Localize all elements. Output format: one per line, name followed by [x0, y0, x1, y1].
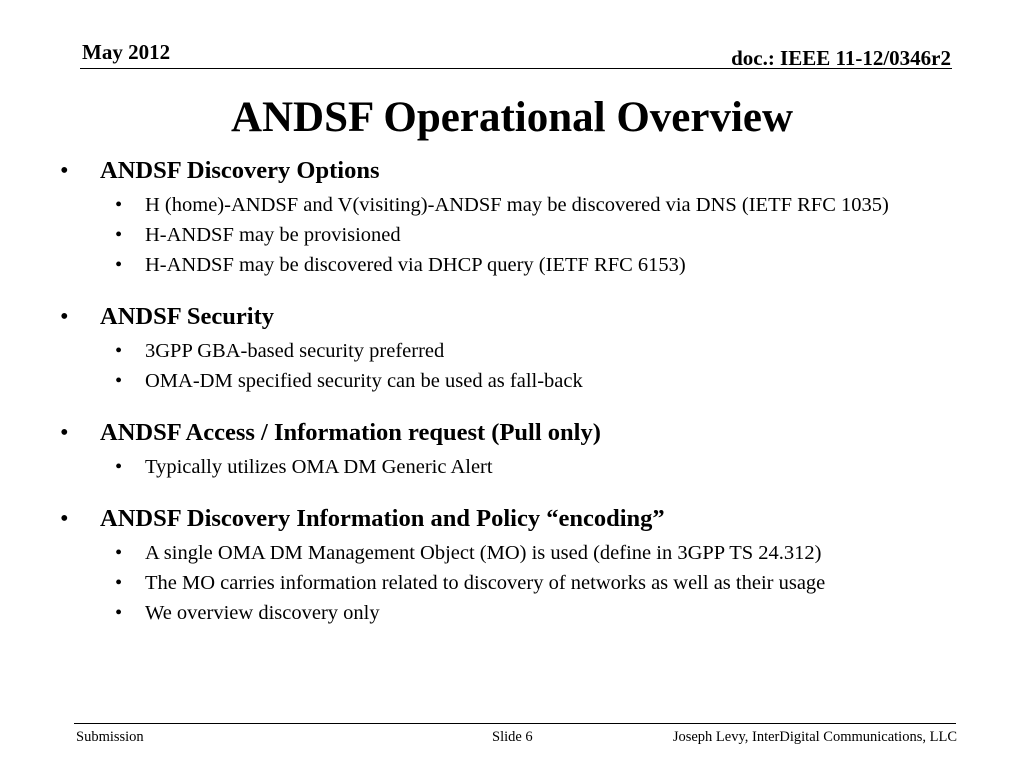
section-heading: [60, 418, 970, 448]
section-heading-text: ANDSF Access / Information request (Pull only): [100, 419, 601, 446]
section-heading: [60, 156, 970, 186]
list-item: [60, 602, 970, 624]
header-divider: [80, 68, 952, 69]
list-item-text: H-ANDSF may be discovered via DHCP query (IETF RFC 6153): [145, 254, 686, 276]
bullet-icon: •: [115, 572, 123, 594]
list-item-text: H (home)-ANDSF and V(visiting)-ANDSF may be discovered via DNS (IETF RFC 1035): [145, 194, 889, 216]
list-item: [60, 340, 970, 362]
footer-author: Joseph Levy, InterDigital Communications, LLC: [672, 729, 957, 745]
slide-body: [60, 156, 970, 624]
list-item: [60, 456, 970, 478]
list-item: [60, 224, 970, 246]
section-spacer: [60, 392, 970, 418]
footer-slide-number: Slide 6: [492, 729, 533, 745]
list-item-text: OMA-DM specified security can be used as fall-back: [145, 370, 583, 392]
bullet-icon: •: [60, 303, 69, 330]
list-item: [60, 194, 970, 216]
footer-submission: Submission: [76, 729, 144, 745]
section-spacer: [60, 276, 970, 302]
list-item-text: A single OMA DM Management Object (MO) is used (define in 3GPP TS 24.312): [145, 542, 822, 564]
bullet-icon: •: [60, 157, 69, 184]
list-item-text: We overview discovery only: [145, 602, 380, 624]
list-item: [60, 572, 970, 594]
bullet-icon: •: [115, 340, 123, 362]
bullet-icon: •: [115, 224, 123, 246]
header-doc-id: doc.: IEEE 11-12/0346r2: [731, 46, 951, 70]
list-item-text: 3GPP GBA-based security preferred: [145, 340, 445, 362]
list-item: [60, 542, 970, 564]
bullet-icon: •: [60, 419, 69, 446]
bullet-icon: •: [60, 505, 69, 532]
bullet-icon: •: [115, 254, 123, 276]
list-item-text: Typically utilizes OMA DM Generic Alert: [145, 456, 493, 478]
footer-divider: [74, 723, 956, 724]
list-item: [60, 254, 970, 276]
slide-title: ANDSF Operational Overview: [230, 94, 794, 141]
bullet-icon: •: [115, 370, 123, 392]
section-heading-text: ANDSF Discovery Information and Policy “encoding”: [100, 505, 665, 532]
list-item: [60, 370, 970, 392]
section-heading-text: ANDSF Discovery Options: [100, 157, 380, 184]
bullet-icon: •: [115, 194, 123, 216]
list-item-text: H-ANDSF may be provisioned: [145, 224, 401, 246]
bullet-icon: •: [115, 602, 123, 624]
header-date: May 2012: [82, 40, 171, 64]
section-heading: [60, 504, 970, 534]
section-heading: [60, 302, 970, 332]
section-spacer: [60, 478, 970, 504]
section-heading-text: ANDSF Security: [100, 303, 274, 330]
bullet-icon: •: [115, 456, 123, 478]
list-item-text: The MO carries information related to discovery of networks as well as their usage: [145, 572, 826, 594]
bullet-icon: •: [115, 542, 123, 564]
